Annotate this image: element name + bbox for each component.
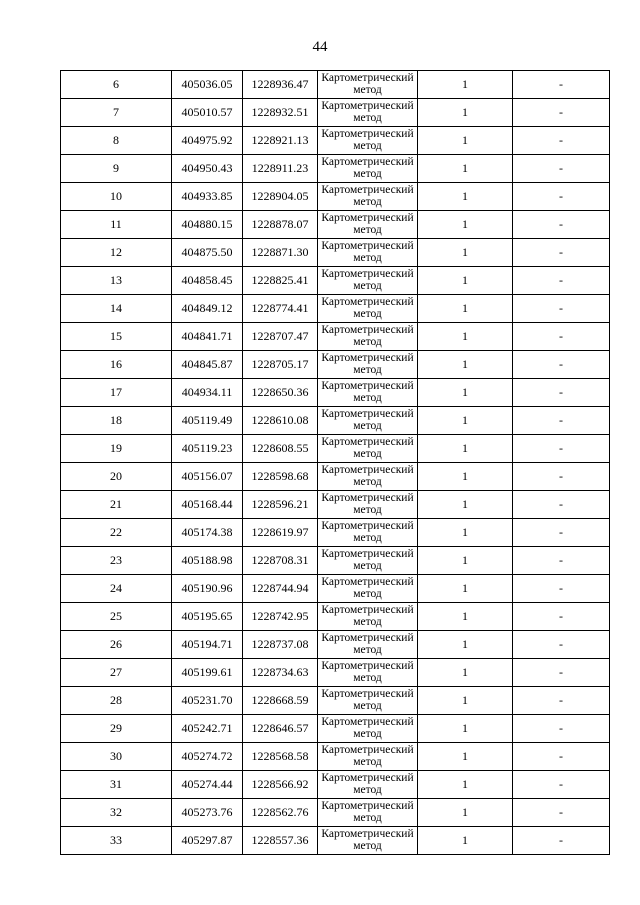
x-coordinate-cell: 404933.85: [172, 183, 243, 211]
point-number-cell: 20: [61, 463, 172, 491]
method-cell: [318, 743, 418, 771]
method-text: Картометрический метод: [321, 352, 414, 376]
accuracy-cell: 1: [418, 295, 513, 323]
method-cell: [318, 435, 418, 463]
y-coordinate-cell: 1228705.17: [243, 351, 318, 379]
description-cell: -: [513, 379, 610, 407]
method-text: Картометрический метод: [321, 128, 414, 152]
x-coordinate-cell: 404849.12: [172, 295, 243, 323]
accuracy-cell: 1: [418, 99, 513, 127]
point-number-cell: 22: [61, 519, 172, 547]
method-cell: [318, 575, 418, 603]
coordinates-table-body: [61, 71, 610, 855]
table-row: [61, 211, 610, 239]
method-text: Картометрический метод: [321, 800, 414, 824]
y-coordinate-cell: 1228610.08: [243, 407, 318, 435]
method-text: Картометрический метод: [321, 604, 414, 628]
table-row: [61, 771, 610, 799]
y-coordinate-cell: 1228646.57: [243, 715, 318, 743]
point-number-cell: 13: [61, 267, 172, 295]
accuracy-cell: 1: [418, 771, 513, 799]
description-cell: -: [513, 631, 610, 659]
description-cell: -: [513, 827, 610, 855]
x-coordinate-cell: 405119.23: [172, 435, 243, 463]
accuracy-cell: 1: [418, 127, 513, 155]
description-cell: -: [513, 799, 610, 827]
table-row: [61, 71, 610, 99]
method-cell: [318, 379, 418, 407]
x-coordinate-cell: 405274.72: [172, 743, 243, 771]
method-text: Картометрический метод: [321, 520, 414, 544]
y-coordinate-cell: 1228568.58: [243, 743, 318, 771]
point-number-cell: 11: [61, 211, 172, 239]
point-number-cell: 23: [61, 547, 172, 575]
accuracy-cell: 1: [418, 71, 513, 99]
x-coordinate-cell: 405190.96: [172, 575, 243, 603]
method-text: Картометрический метод: [321, 744, 414, 768]
accuracy-cell: 1: [418, 435, 513, 463]
description-cell: -: [513, 267, 610, 295]
point-number-cell: 26: [61, 631, 172, 659]
table-row: [61, 743, 610, 771]
method-cell: [318, 491, 418, 519]
y-coordinate-cell: 1228744.94: [243, 575, 318, 603]
point-number-cell: 15: [61, 323, 172, 351]
accuracy-cell: 1: [418, 407, 513, 435]
method-text: Картометрический метод: [321, 548, 414, 572]
method-cell: [318, 71, 418, 99]
y-coordinate-cell: 1228911.23: [243, 155, 318, 183]
y-coordinate-cell: 1228878.07: [243, 211, 318, 239]
description-cell: -: [513, 71, 610, 99]
x-coordinate-cell: 405273.76: [172, 799, 243, 827]
description-cell: -: [513, 127, 610, 155]
y-coordinate-cell: 1228608.55: [243, 435, 318, 463]
method-cell: [318, 407, 418, 435]
description-cell: -: [513, 519, 610, 547]
description-cell: -: [513, 99, 610, 127]
x-coordinate-cell: 405242.71: [172, 715, 243, 743]
description-cell: -: [513, 575, 610, 603]
table-row: [61, 239, 610, 267]
point-number-cell: 10: [61, 183, 172, 211]
method-text: Картометрический метод: [321, 464, 414, 488]
accuracy-cell: 1: [418, 547, 513, 575]
x-coordinate-cell: 405036.05: [172, 71, 243, 99]
method-cell: [318, 687, 418, 715]
table-row: [61, 827, 610, 855]
y-coordinate-cell: 1228921.13: [243, 127, 318, 155]
x-coordinate-cell: 404875.50: [172, 239, 243, 267]
method-text: Картометрический метод: [321, 324, 414, 348]
method-text: Картометрический метод: [321, 660, 414, 684]
description-cell: -: [513, 491, 610, 519]
point-number-cell: 6: [61, 71, 172, 99]
point-number-cell: 25: [61, 603, 172, 631]
accuracy-cell: 1: [418, 827, 513, 855]
accuracy-cell: 1: [418, 239, 513, 267]
method-cell: [318, 519, 418, 547]
method-cell: [318, 239, 418, 267]
table-row: [61, 295, 610, 323]
y-coordinate-cell: 1228825.41: [243, 267, 318, 295]
method-cell: [318, 659, 418, 687]
table-row: [61, 715, 610, 743]
description-cell: -: [513, 295, 610, 323]
point-number-cell: 21: [61, 491, 172, 519]
accuracy-cell: 1: [418, 743, 513, 771]
x-coordinate-cell: 405274.44: [172, 771, 243, 799]
accuracy-cell: 1: [418, 463, 513, 491]
point-number-cell: 28: [61, 687, 172, 715]
accuracy-cell: 1: [418, 323, 513, 351]
description-cell: -: [513, 743, 610, 771]
method-cell: [318, 771, 418, 799]
y-coordinate-cell: 1228619.97: [243, 519, 318, 547]
table-row: [61, 547, 610, 575]
method-cell: [318, 155, 418, 183]
point-number-cell: 7: [61, 99, 172, 127]
y-coordinate-cell: 1228936.47: [243, 71, 318, 99]
table-row: [61, 379, 610, 407]
description-cell: -: [513, 351, 610, 379]
point-number-cell: 8: [61, 127, 172, 155]
accuracy-cell: 1: [418, 155, 513, 183]
x-coordinate-cell: 405174.38: [172, 519, 243, 547]
table-row: [61, 267, 610, 295]
description-cell: -: [513, 463, 610, 491]
x-coordinate-cell: 404845.87: [172, 351, 243, 379]
accuracy-cell: 1: [418, 715, 513, 743]
accuracy-cell: 1: [418, 491, 513, 519]
method-text: Картометрический метод: [321, 772, 414, 796]
point-number-cell: 18: [61, 407, 172, 435]
method-cell: [318, 99, 418, 127]
accuracy-cell: 1: [418, 211, 513, 239]
point-number-cell: 24: [61, 575, 172, 603]
table-row: [61, 575, 610, 603]
accuracy-cell: 1: [418, 799, 513, 827]
table-row: [61, 519, 610, 547]
point-number-cell: 14: [61, 295, 172, 323]
accuracy-cell: 1: [418, 659, 513, 687]
point-number-cell: 27: [61, 659, 172, 687]
point-number-cell: 19: [61, 435, 172, 463]
method-text: Картометрический метод: [321, 688, 414, 712]
method-text: Картометрический метод: [321, 492, 414, 516]
description-cell: -: [513, 155, 610, 183]
description-cell: -: [513, 687, 610, 715]
table-row: [61, 435, 610, 463]
accuracy-cell: 1: [418, 575, 513, 603]
y-coordinate-cell: 1228932.51: [243, 99, 318, 127]
y-coordinate-cell: 1228707.47: [243, 323, 318, 351]
method-cell: [318, 127, 418, 155]
description-cell: -: [513, 183, 610, 211]
table-row: [61, 463, 610, 491]
description-cell: -: [513, 547, 610, 575]
y-coordinate-cell: 1228708.31: [243, 547, 318, 575]
method-cell: [318, 827, 418, 855]
method-cell: [318, 631, 418, 659]
page-number: 44: [312, 39, 328, 55]
table-row: [61, 99, 610, 127]
description-cell: -: [513, 659, 610, 687]
point-number-cell: 12: [61, 239, 172, 267]
x-coordinate-cell: 405010.57: [172, 99, 243, 127]
table-row: [61, 603, 610, 631]
accuracy-cell: 1: [418, 267, 513, 295]
point-number-cell: 32: [61, 799, 172, 827]
y-coordinate-cell: 1228871.30: [243, 239, 318, 267]
method-cell: [318, 211, 418, 239]
y-coordinate-cell: 1228742.95: [243, 603, 318, 631]
accuracy-cell: 1: [418, 183, 513, 211]
y-coordinate-cell: 1228557.36: [243, 827, 318, 855]
method-text: Картометрический метод: [321, 576, 414, 600]
y-coordinate-cell: 1228904.05: [243, 183, 318, 211]
y-coordinate-cell: 1228734.63: [243, 659, 318, 687]
accuracy-cell: 1: [418, 631, 513, 659]
point-number-cell: 9: [61, 155, 172, 183]
y-coordinate-cell: 1228596.21: [243, 491, 318, 519]
description-cell: -: [513, 407, 610, 435]
y-coordinate-cell: 1228774.41: [243, 295, 318, 323]
x-coordinate-cell: 404841.71: [172, 323, 243, 351]
x-coordinate-cell: 405194.71: [172, 631, 243, 659]
description-cell: -: [513, 239, 610, 267]
x-coordinate-cell: 405199.61: [172, 659, 243, 687]
method-cell: [318, 463, 418, 491]
method-text: Картометрический метод: [321, 240, 414, 264]
method-cell: [318, 295, 418, 323]
y-coordinate-cell: 1228650.36: [243, 379, 318, 407]
method-text: Картометрический метод: [321, 408, 414, 432]
y-coordinate-cell: 1228668.59: [243, 687, 318, 715]
method-text: Картометрический метод: [321, 296, 414, 320]
table-row: [61, 351, 610, 379]
method-text: Картометрический метод: [321, 72, 414, 96]
method-cell: [318, 267, 418, 295]
method-text: Картометрический метод: [321, 828, 414, 852]
description-cell: -: [513, 771, 610, 799]
x-coordinate-cell: 405119.49: [172, 407, 243, 435]
point-number-cell: 31: [61, 771, 172, 799]
accuracy-cell: 1: [418, 351, 513, 379]
x-coordinate-cell: 404880.15: [172, 211, 243, 239]
accuracy-cell: 1: [418, 379, 513, 407]
x-coordinate-cell: 405231.70: [172, 687, 243, 715]
method-text: Картометрический метод: [321, 156, 414, 180]
accuracy-cell: 1: [418, 687, 513, 715]
accuracy-cell: 1: [418, 519, 513, 547]
point-number-cell: 30: [61, 743, 172, 771]
x-coordinate-cell: 405156.07: [172, 463, 243, 491]
x-coordinate-cell: 404950.43: [172, 155, 243, 183]
method-cell: [318, 547, 418, 575]
accuracy-cell: 1: [418, 603, 513, 631]
x-coordinate-cell: 405188.98: [172, 547, 243, 575]
x-coordinate-cell: 404975.92: [172, 127, 243, 155]
y-coordinate-cell: 1228562.76: [243, 799, 318, 827]
table-row: [61, 631, 610, 659]
method-text: Картометрический метод: [321, 632, 414, 656]
point-number-cell: 17: [61, 379, 172, 407]
method-text: Картометрический метод: [321, 380, 414, 404]
table-row: [61, 799, 610, 827]
y-coordinate-cell: 1228566.92: [243, 771, 318, 799]
x-coordinate-cell: 405195.65: [172, 603, 243, 631]
description-cell: -: [513, 435, 610, 463]
method-text: Картометрический метод: [321, 184, 414, 208]
table-row: [61, 155, 610, 183]
method-cell: [318, 351, 418, 379]
x-coordinate-cell: 405168.44: [172, 491, 243, 519]
description-cell: -: [513, 211, 610, 239]
description-cell: -: [513, 603, 610, 631]
point-number-cell: 16: [61, 351, 172, 379]
description-cell: -: [513, 323, 610, 351]
method-text: Картометрический метод: [321, 716, 414, 740]
y-coordinate-cell: 1228737.08: [243, 631, 318, 659]
point-number-cell: 33: [61, 827, 172, 855]
method-text: Картометрический метод: [321, 436, 414, 460]
method-cell: [318, 715, 418, 743]
coordinates-table: [60, 70, 610, 855]
table-row: [61, 323, 610, 351]
x-coordinate-cell: 404858.45: [172, 267, 243, 295]
table-row: [61, 659, 610, 687]
method-text: Картометрический метод: [321, 100, 414, 124]
method-cell: [318, 603, 418, 631]
table-row: [61, 407, 610, 435]
table-row: [61, 183, 610, 211]
table-row: [61, 687, 610, 715]
table-row: [61, 491, 610, 519]
table-row: [61, 127, 610, 155]
point-number-cell: 29: [61, 715, 172, 743]
method-text: Картометрический метод: [321, 212, 414, 236]
x-coordinate-cell: 405297.87: [172, 827, 243, 855]
method-cell: [318, 799, 418, 827]
y-coordinate-cell: 1228598.68: [243, 463, 318, 491]
description-cell: -: [513, 715, 610, 743]
method-cell: [318, 323, 418, 351]
method-text: Картометрический метод: [321, 268, 414, 292]
x-coordinate-cell: 404934.11: [172, 379, 243, 407]
method-cell: [318, 183, 418, 211]
